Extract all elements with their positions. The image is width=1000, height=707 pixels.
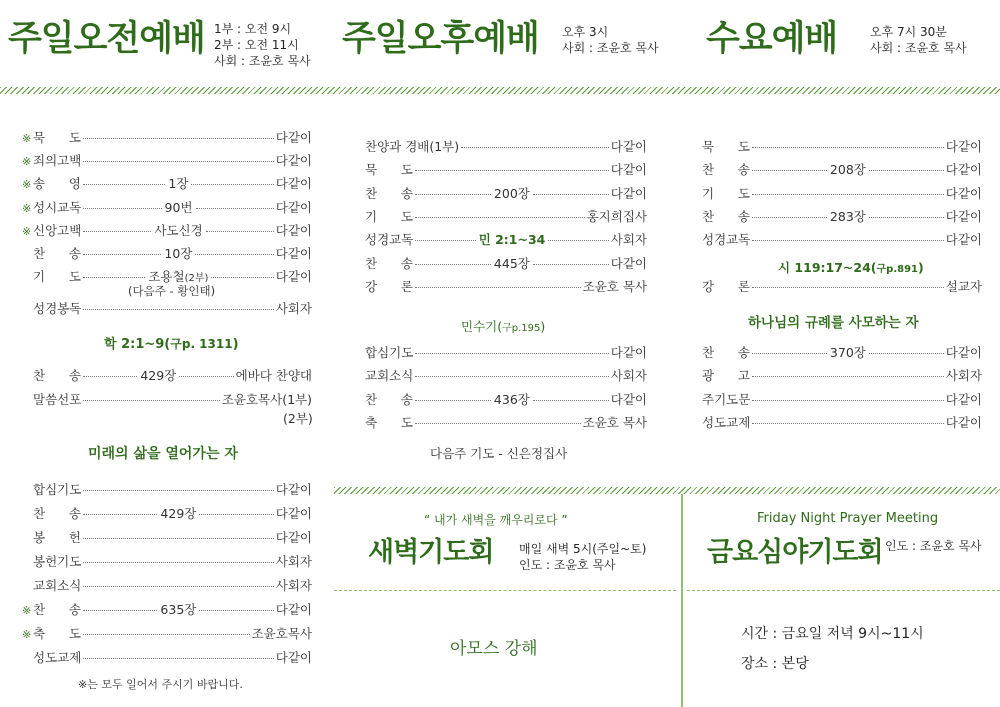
order-row: [702, 209, 982, 225]
dot-leader: [752, 194, 944, 195]
standing-mark: ※: [22, 178, 32, 192]
dot-leader: [752, 423, 943, 424]
dot-leader: [415, 423, 581, 424]
order-row: [365, 415, 647, 431]
order-label: 봉헌기도: [33, 554, 82, 569]
order-detail: 436장: [493, 391, 530, 407]
dot-leader: [83, 538, 274, 539]
order-leader: 다같이: [275, 153, 312, 169]
wednesday-info-line: 사회 : 조윤호 목사: [870, 41, 967, 55]
order-leader: 조윤호 목사: [582, 278, 647, 294]
service-tag: (2부): [184, 273, 209, 285]
dot-leader: [533, 264, 609, 265]
order-detail: 사도신경: [154, 222, 203, 238]
dot-leader: [83, 634, 250, 635]
order-row: [22, 602, 312, 619]
order-label: 기 도: [33, 269, 81, 285]
dot-leader: [415, 353, 608, 354]
order-row: [702, 368, 982, 384]
order-detail: 조용철(2부): [148, 269, 209, 285]
friday-prayer-title: 금요심야기도회: [707, 537, 883, 568]
standing-mark: ※: [22, 604, 32, 617]
order-leader: 다같이: [610, 162, 647, 178]
order-leader: 사회자: [610, 232, 647, 248]
order-leader: 다같이: [610, 139, 647, 154]
order-row: [365, 368, 647, 384]
order-row: [702, 186, 982, 202]
scripture-page: 구p. 1311: [170, 337, 233, 351]
order-label: 죄의고백: [33, 153, 82, 169]
order-leader: 다같이: [945, 345, 983, 360]
order-row: [702, 162, 982, 178]
order-detail: 민 2:1~34: [478, 232, 546, 248]
order-row: [365, 186, 647, 202]
scripture-text: 학 2:1~9(: [104, 337, 171, 352]
order-label: 교회소식: [33, 578, 82, 593]
wednesday-service-title: 수요예배: [706, 19, 838, 59]
order-leader: 사회자: [610, 368, 647, 384]
order-label: 기 도: [365, 208, 413, 224]
dawn-dashed-divider: [334, 590, 676, 591]
dot-leader: [179, 376, 233, 377]
friday-place: 장소 : 본당: [741, 656, 809, 672]
order-detail: 283장: [829, 208, 866, 224]
dot-leader: [752, 217, 827, 218]
order-leader: 사회자: [275, 301, 312, 316]
dot-leader: [415, 194, 491, 195]
dot-leader: [533, 194, 609, 195]
order-row: [365, 279, 647, 295]
dot-leader: [752, 376, 944, 377]
order-row: [22, 578, 312, 594]
dawn-prayer-info: [519, 541, 646, 573]
order-row: [702, 415, 982, 431]
dot-leader: [83, 254, 161, 255]
order-row: [22, 176, 312, 193]
order-row: [365, 392, 647, 408]
scripture-page: 구p.891: [876, 264, 918, 275]
dot-leader: [415, 287, 581, 288]
order-leader: 다같이: [945, 232, 982, 248]
dot-leader: [199, 514, 273, 515]
order-label: 성도교제: [702, 414, 751, 430]
dot-leader: [83, 231, 151, 232]
order-leader: 홍지희집사: [586, 208, 647, 224]
order-leader: 다같이: [275, 650, 312, 665]
order-label: 찬 송: [365, 185, 413, 201]
order-label: 광 고: [702, 368, 750, 384]
order-detail: 208장: [829, 162, 866, 178]
dawn-quote: “ 내가 새벽을 깨우리로다 ”: [424, 513, 568, 527]
order-label: 송 영: [33, 176, 81, 192]
order-leader: 다같이: [610, 255, 648, 271]
friday-leader: 인도 : 조윤호 목사: [885, 539, 982, 553]
wednesday-sermon-title: 하나님의 규례를 사모하는 자: [748, 315, 919, 331]
scripture-close: ): [232, 337, 239, 352]
order-row: [702, 279, 982, 295]
dot-leader: [83, 400, 220, 401]
order-label: 축 도: [33, 626, 81, 641]
order-row: [22, 530, 312, 546]
order-detail: 445장: [493, 255, 530, 271]
dot-leader: [83, 658, 273, 659]
friday-english-title: Friday Night Prayer Meeting: [757, 511, 939, 526]
order-leader: 조윤호목사: [251, 626, 312, 641]
standing-footnote: ※는 모두 일어서 주시기 바랍니다.: [78, 678, 243, 691]
order-detail: 429장: [140, 368, 177, 383]
dawn-info-line: 매일 새벽 5시(주일~토): [519, 542, 647, 556]
bottom-column-divider: [681, 494, 683, 707]
order-detail: 635장: [160, 602, 197, 617]
standing-mark: ※: [22, 201, 32, 215]
dot-leader: [83, 490, 273, 491]
dot-leader: [83, 610, 157, 611]
wednesday-info-line: 오후 7시 30분: [870, 25, 947, 39]
dot-leader: [83, 184, 165, 185]
dot-leader: [211, 277, 273, 278]
afternoon-info-line: 오후 3시: [562, 25, 609, 39]
sermon-close: ): [540, 319, 546, 334]
order-leader: 다같이: [945, 185, 982, 201]
wednesday-scripture: [778, 258, 924, 276]
order-leader: 조윤호목사(1부): [221, 391, 312, 407]
order-label: 찬 송: [33, 506, 81, 521]
order-leader: 설교자: [945, 279, 982, 294]
order-leader: 다같이: [275, 530, 312, 545]
order-detail: 90번: [164, 199, 193, 215]
order-row: [22, 130, 312, 147]
order-row: [22, 554, 312, 570]
afternoon-sermon-title: [461, 317, 545, 335]
order-leader: 다같이: [275, 130, 312, 145]
scripture-close: ): [918, 260, 924, 275]
order-leader: 사회자: [275, 554, 312, 569]
order-leader: 다같이: [275, 482, 312, 497]
dot-leader: [415, 170, 609, 171]
morning-info-line: 2부 : 오전 11시: [214, 38, 299, 52]
order-label: 묵 도: [702, 139, 750, 154]
order-label: 찬 송: [702, 345, 750, 360]
dot-leader: [83, 586, 273, 587]
order-row: [22, 301, 312, 317]
order-leader: 다같이: [945, 414, 982, 430]
order-label: 묵 도: [33, 130, 81, 145]
standing-mark: ※: [22, 155, 32, 169]
afternoon-service-title: 주일오후예배: [342, 19, 539, 59]
order-row: [22, 368, 312, 384]
second-service-label: (2부): [283, 411, 313, 426]
dot-leader: [83, 277, 145, 278]
order-detail: 370장: [829, 345, 866, 360]
morning-sermon-title: 미래의 삶을 열어가는 자: [88, 446, 238, 462]
order-label: 강 론: [365, 278, 413, 294]
order-row: [365, 256, 647, 272]
order-leader: 다같이: [275, 246, 312, 261]
order-label: 강 론: [702, 279, 750, 294]
order-row: [365, 232, 647, 248]
order-row: [365, 162, 647, 178]
order-leader: 다같이: [945, 162, 983, 178]
order-label: 성경봉독: [33, 301, 82, 316]
order-label: 신앙고백: [33, 222, 82, 238]
order-label: 성시교독: [33, 199, 82, 215]
standing-mark: ※: [22, 224, 32, 238]
order-label: 성경교독: [365, 232, 414, 248]
order-leader: 다같이: [275, 222, 313, 238]
order-leader: 사회자: [945, 368, 982, 384]
dot-leader: [415, 376, 608, 377]
order-leader: 다같이: [610, 185, 648, 201]
order-row: [702, 392, 982, 408]
order-label: 찬 송: [33, 246, 81, 261]
sermon-page: 구p.195: [502, 323, 541, 334]
order-label: 찬 송: [33, 602, 81, 617]
order-row: [702, 232, 982, 248]
dot-leader: [869, 217, 944, 218]
order-row: [365, 345, 647, 361]
order-row: [22, 482, 312, 498]
order-label: 봉 헌: [33, 530, 81, 545]
order-row: [22, 392, 312, 408]
wednesday-service-info: [870, 24, 967, 56]
dot-leader: [206, 231, 274, 232]
order-leader: 다같이: [275, 269, 313, 285]
order-leader: 다같이: [945, 208, 983, 224]
order-leader: 다같이: [945, 139, 982, 154]
dot-leader: [83, 514, 157, 515]
order-leader: 사회자: [275, 578, 312, 593]
order-leader: 조윤호 목사: [582, 414, 647, 430]
order-row: [365, 139, 647, 155]
dot-leader: [533, 400, 609, 401]
order-row: [22, 626, 312, 643]
order-leader: 다같이: [275, 199, 312, 215]
header-hatch-divider: [0, 87, 1000, 94]
order-label: 말씀선포: [33, 391, 82, 407]
order-leader: 다같이: [275, 506, 313, 521]
order-leader: 에바다 찬양대: [235, 368, 312, 383]
order-label: 찬 송: [365, 391, 413, 407]
dot-leader: [415, 240, 475, 241]
sermon-book: 민수기(: [461, 319, 503, 334]
standing-mark: ※: [22, 628, 32, 641]
order-label: 찬양과 경배(1부): [365, 139, 460, 154]
dot-leader: [752, 147, 944, 148]
dot-leader: [83, 208, 161, 209]
dot-leader: [752, 400, 943, 401]
dot-leader: [415, 264, 491, 265]
order-leader: 다같이: [275, 176, 313, 192]
dot-leader: [752, 240, 943, 241]
dot-leader: [196, 208, 274, 209]
order-detail: 429장: [160, 506, 197, 521]
order-row: [22, 200, 312, 217]
standing-mark: ※: [22, 132, 32, 145]
order-label: 합심기도: [33, 482, 82, 497]
order-label: 교회소식: [365, 368, 414, 384]
dot-leader: [752, 170, 827, 171]
dot-leader: [752, 353, 827, 354]
dot-leader: [548, 240, 608, 241]
order-row: [702, 139, 982, 155]
dot-leader: [83, 161, 273, 162]
morning-info-line: 1부 : 오전 9시: [214, 22, 292, 36]
order-label: 찬 송: [33, 368, 81, 383]
dot-leader: [869, 170, 944, 171]
order-detail: 1장: [168, 176, 189, 192]
order-label: 성도교제: [33, 650, 82, 665]
dot-leader: [83, 138, 274, 139]
next-week-prayer: 다음주 기도 - 신은정집사: [430, 446, 568, 461]
dot-leader: [199, 610, 273, 611]
order-leader: 다같이: [275, 602, 313, 617]
morning-scripture: [104, 333, 239, 352]
order-label: 축 도: [365, 414, 413, 430]
order-row: [22, 223, 312, 240]
dot-leader: [83, 376, 137, 377]
order-row: [702, 345, 982, 361]
dot-leader: [461, 147, 609, 148]
order-row: [22, 246, 312, 262]
order-label: 찬 송: [365, 255, 413, 271]
dot-leader: [752, 287, 944, 288]
order-row: [22, 153, 312, 170]
dot-leader: [83, 309, 273, 310]
scripture-text: 시 119:17~24(: [778, 260, 877, 275]
order-detail: 10장: [164, 246, 193, 261]
morning-service-title: 주일오전예배: [8, 19, 205, 59]
dot-leader: [195, 254, 273, 255]
afternoon-service-info: [562, 24, 659, 56]
morning-info-line: 사회 : 조윤호 목사: [214, 54, 311, 68]
friday-time: 시간 : 금요일 저녁 9시~11시: [741, 626, 924, 642]
dot-leader: [83, 562, 273, 563]
dawn-prayer-title: 새벽기도회: [368, 537, 494, 568]
order-label: 합심기도: [365, 345, 414, 360]
order-label: 성경교독: [702, 232, 751, 248]
order-row: [22, 650, 312, 666]
dawn-info-line: 인도 : 조윤호 목사: [519, 558, 616, 572]
order-leader: 다같이: [610, 345, 647, 360]
order-row: [22, 506, 312, 522]
morning-service-info: [214, 21, 311, 69]
dot-leader: [869, 353, 944, 354]
order-label: 찬 송: [702, 162, 750, 178]
order-detail: 200장: [493, 185, 530, 201]
order-label: 주기도문: [702, 391, 751, 407]
amos-series-title: 아모스 강해: [450, 639, 538, 659]
order-label: 기 도: [702, 185, 750, 201]
afternoon-info-line: 사회 : 조윤호 목사: [562, 41, 659, 55]
order-row: [365, 209, 647, 225]
order-leader: 다같이: [610, 391, 648, 407]
dot-leader: [191, 184, 273, 185]
dot-leader: [415, 217, 585, 218]
prayer-next-week-note: (다음주 - 황인태): [128, 284, 216, 298]
order-label: 찬 송: [702, 208, 750, 224]
bottom-hatch-divider: [334, 487, 1000, 494]
friday-dashed-divider: [687, 590, 1000, 591]
dot-leader: [415, 400, 491, 401]
order-leader: 다같이: [945, 391, 982, 407]
order-label: 묵 도: [365, 162, 413, 178]
